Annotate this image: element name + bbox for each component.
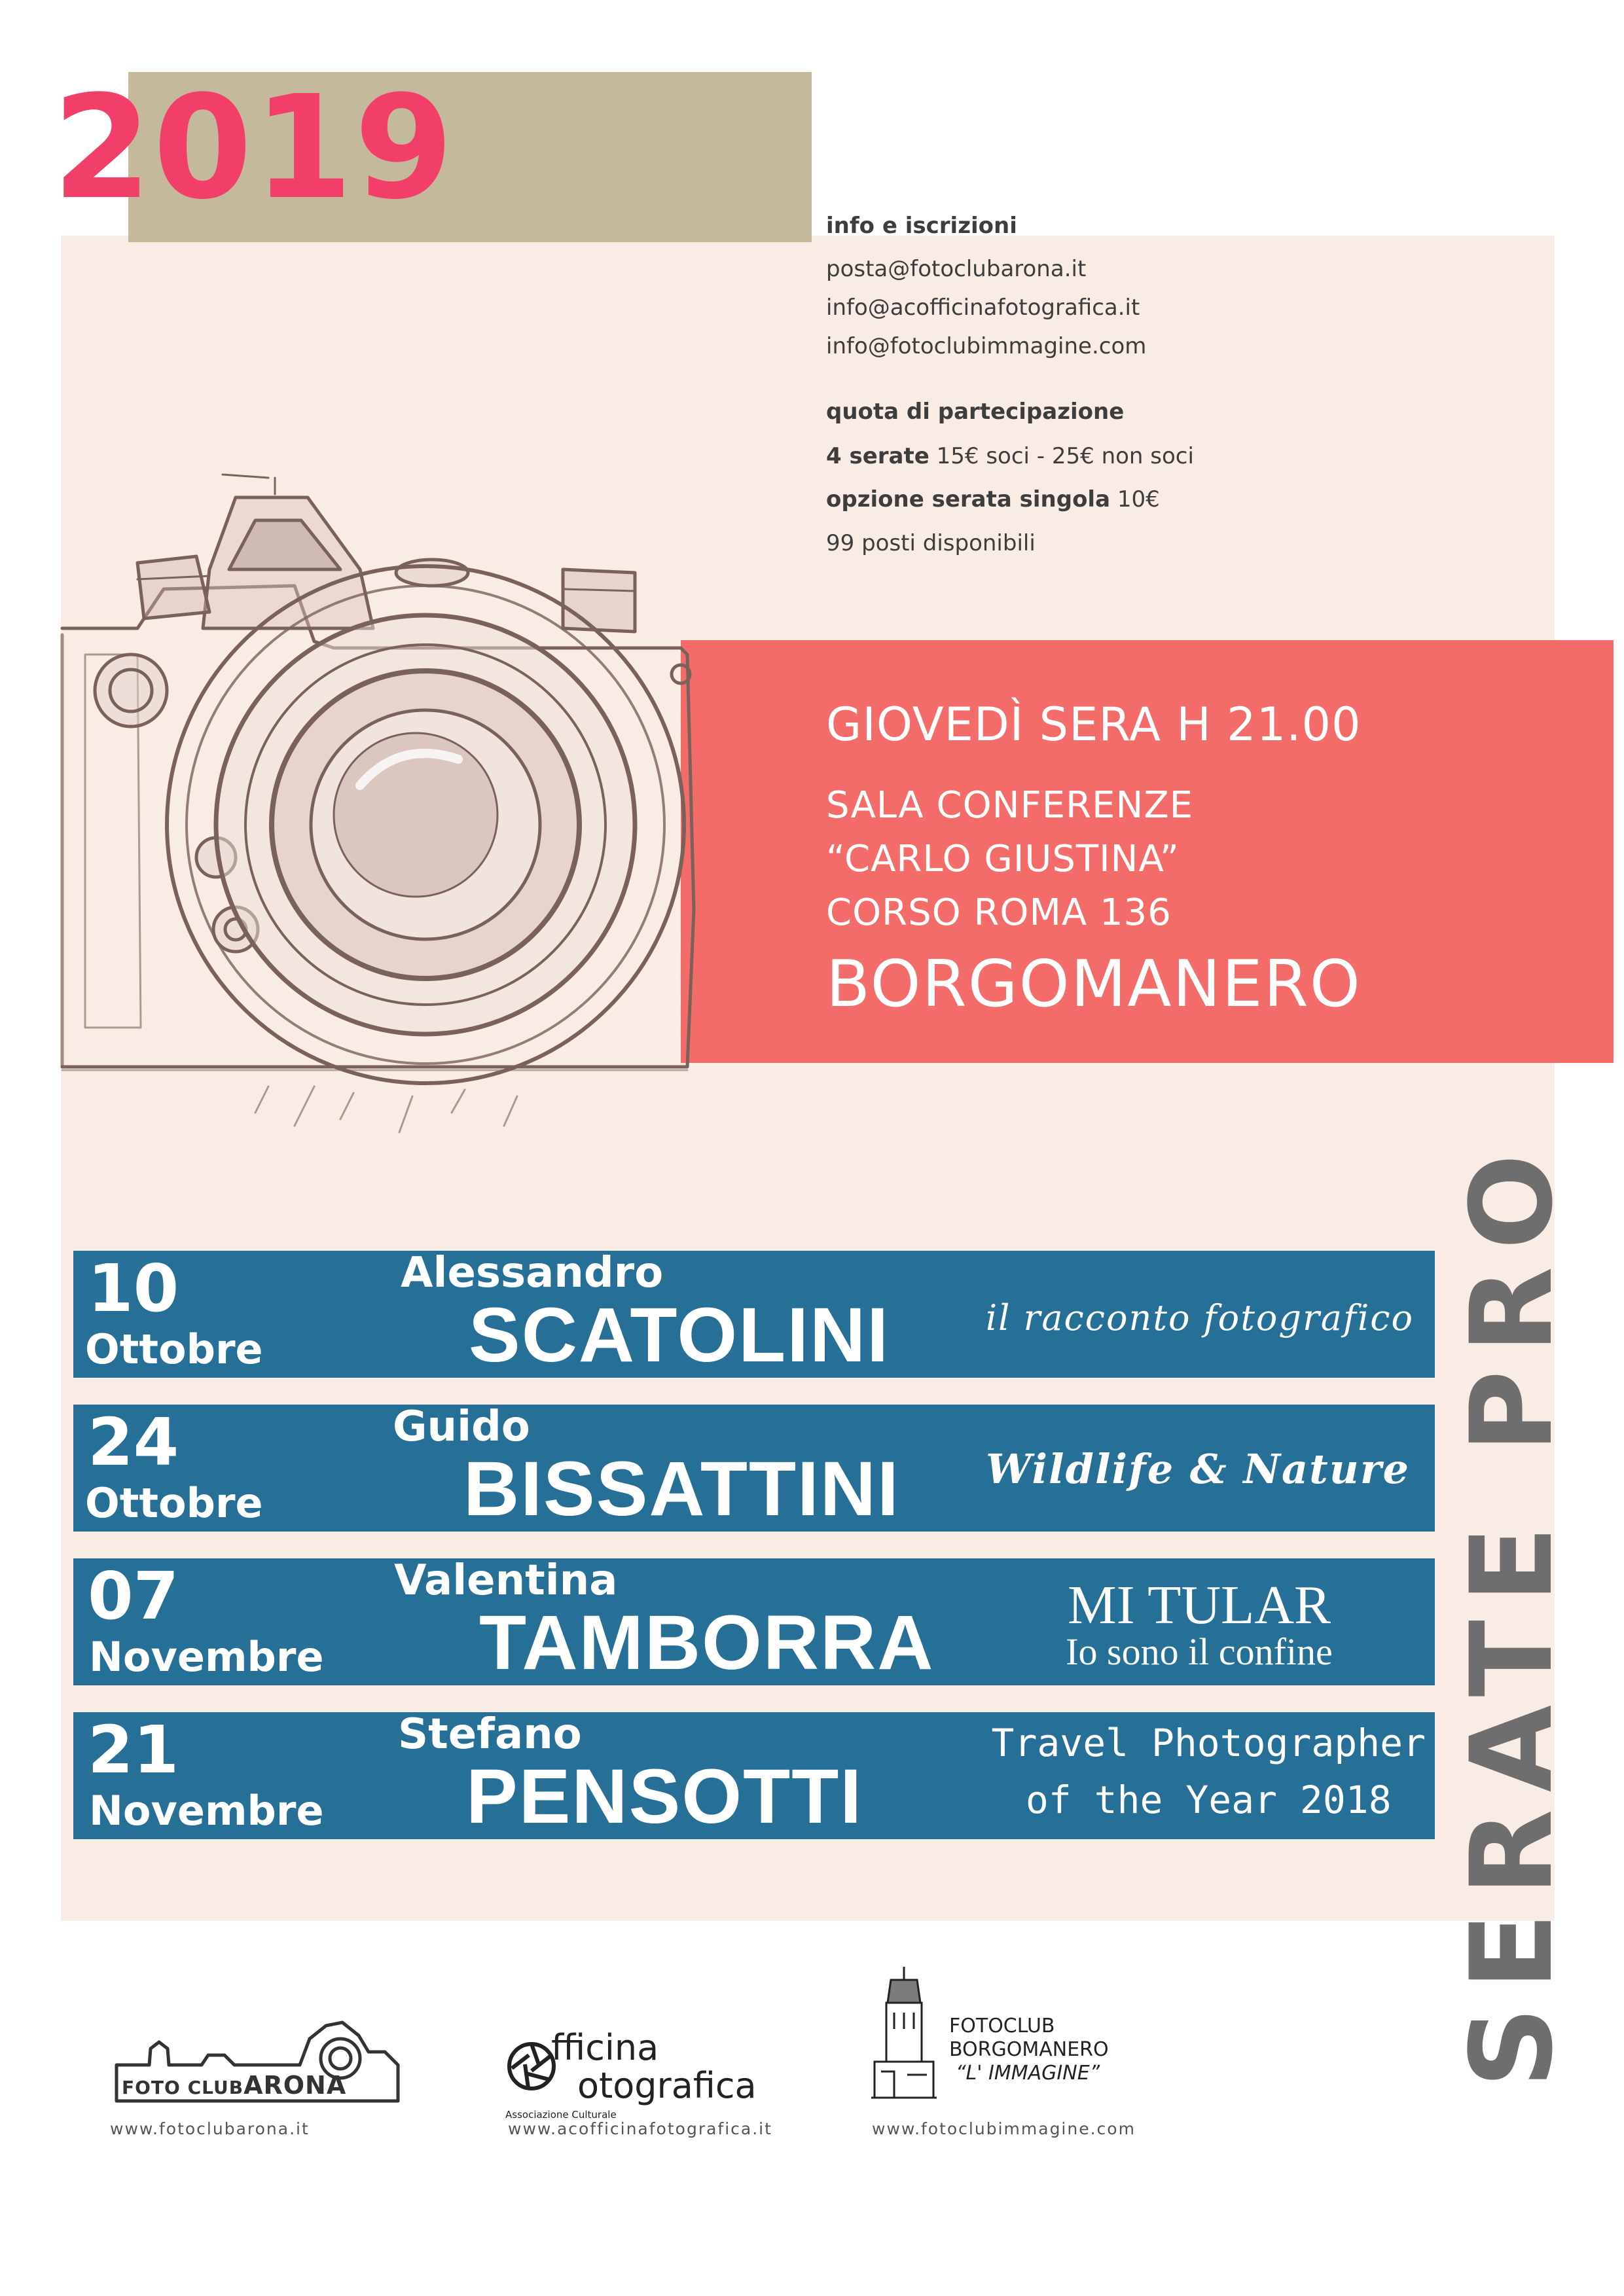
arona-logo-text: FOTO CLUBARONA	[122, 2071, 347, 2100]
speaker-first-name: Alessandro	[401, 1249, 664, 1297]
year-heading: 2019	[52, 65, 455, 231]
event-topic	[992, 1715, 1426, 1829]
fee-heading: quota di partecipazione	[826, 399, 1125, 425]
event-topic: il racconto fotografico	[985, 1297, 1414, 1338]
logo-foto-club-arona[interactable]	[110, 2003, 405, 2114]
speaker-last-name: SCATOLINI	[469, 1292, 890, 1378]
event-row-scatolini	[73, 1251, 1435, 1378]
tower-icon	[868, 1964, 940, 2101]
event-month: Ottobre	[85, 1325, 263, 1373]
seats-available: 99 posti disponibili	[826, 530, 1036, 556]
event-row-tamborra	[73, 1558, 1435, 1685]
url-acofficinafotografica[interactable]: www.acofficinafotografica.it	[508, 2119, 772, 2138]
url-fotoclubarona[interactable]: www.fotoclubarona.it	[110, 2119, 310, 2138]
event-day: 10	[88, 1250, 179, 1327]
venue-address: CORSO ROMA 136	[826, 891, 1172, 934]
email-arona[interactable]: posta@fotoclubarona.it	[826, 256, 1087, 282]
url-fotoclubimmagine[interactable]: www.fotoclubimmagine.com	[872, 2119, 1136, 2138]
speaker-first-name: Guido	[393, 1403, 530, 1451]
topic-line-2: Io sono il confine	[1066, 1630, 1333, 1673]
aperture-icon	[505, 2030, 558, 2102]
officina-word-1: fficina	[551, 2027, 659, 2068]
event-month: Novembre	[89, 1633, 324, 1681]
logo-fotoclub-borgomanero[interactable]	[868, 1964, 1156, 2101]
speaker-last-name: BISSATTINI	[463, 1446, 900, 1532]
venue-hall: SALA CONFERENZE	[826, 784, 1194, 827]
email-officina[interactable]: info@acofficinafotografica.it	[826, 295, 1140, 321]
topic-line-1: MI TULAR	[1067, 1575, 1331, 1636]
fee-single: opzione serata singola 10€	[826, 486, 1160, 512]
event-topic: Wildlife & Nature	[985, 1445, 1410, 1493]
venue-hall-name: “CARLO GIUSTINA”	[826, 838, 1180, 880]
event-time: GIOVEDÌ SERA H 21.00	[826, 698, 1362, 751]
event-day: 07	[88, 1558, 179, 1634]
camera-sketch-illustration	[59, 458, 746, 1152]
topic-line-1: Travel Photographer	[991, 1721, 1426, 1765]
logo-officina-fotografica[interactable]	[505, 2016, 780, 2121]
officina-word-2: otografica	[577, 2065, 757, 2106]
speaker-first-name: Stefano	[398, 1710, 582, 1759]
speaker-last-name: TAMBORRA	[479, 1600, 935, 1686]
officina-subtitle: Associazione Culturale	[505, 2109, 617, 2121]
event-day: 21	[88, 1712, 179, 1788]
event-topic	[1016, 1575, 1382, 1673]
borgomanero-logo-text: FOTOCLUB BORGOMANERO “L' IMMAGINE”	[949, 2015, 1109, 2085]
event-day: 24	[88, 1404, 179, 1480]
serate-pro-title: SERATE PRO	[1446, 1137, 1578, 2088]
event-month: Novembre	[89, 1787, 324, 1835]
event-row-bissattini	[73, 1405, 1435, 1532]
venue-city: BORGOMANERO	[826, 947, 1362, 1022]
fee-full: 4 serate 15€ soci - 25€ non soci	[826, 443, 1194, 469]
event-row-pensotti	[73, 1712, 1435, 1839]
event-month: Ottobre	[85, 1479, 263, 1527]
topic-line-2: of the Year 2018	[1025, 1778, 1392, 1822]
speaker-last-name: PENSOTTI	[466, 1753, 863, 1840]
speaker-first-name: Valentina	[394, 1556, 618, 1605]
email-immagine[interactable]: info@fotoclubimmagine.com	[826, 333, 1147, 359]
info-heading: info e iscrizioni	[826, 213, 1017, 239]
